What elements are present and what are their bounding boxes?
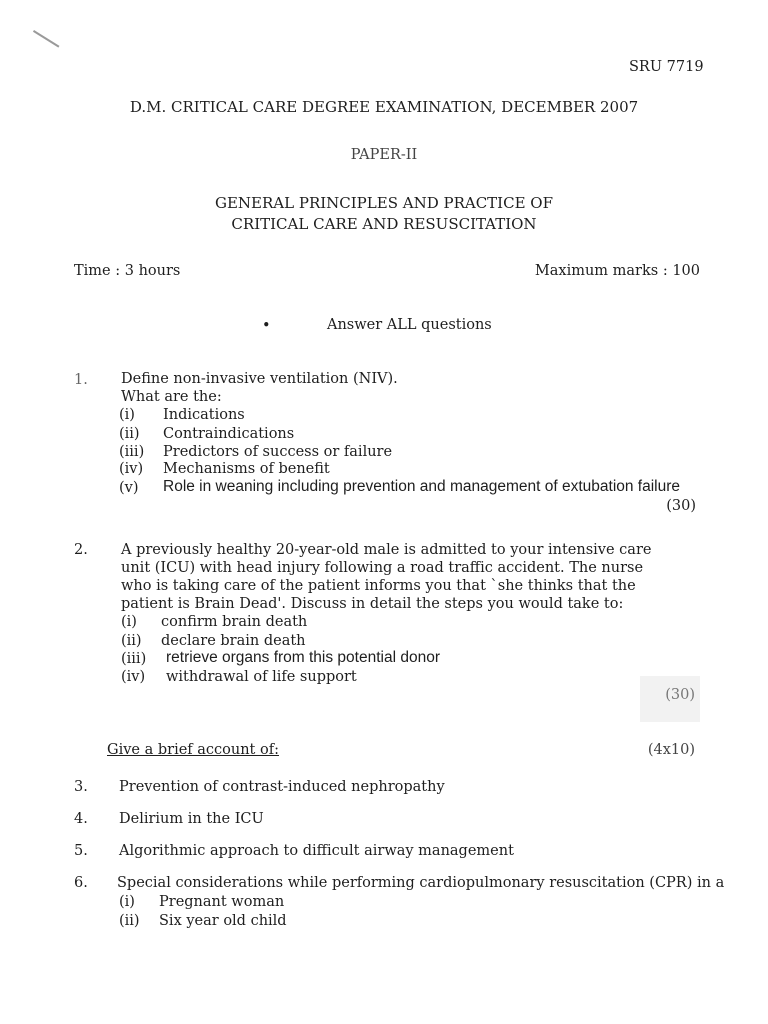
question-text: Algorithmic approach to difficult airway management bbox=[119, 843, 514, 859]
item-label: (i) bbox=[121, 614, 137, 630]
question-text: Delirium in the ICU bbox=[119, 811, 264, 827]
question-text: unit (ICU) with head injury following a road traffic accident. The nurse bbox=[121, 560, 644, 576]
question-number: 3. bbox=[74, 779, 88, 795]
question-text: patient is Brain Dead'. Discuss in detail the steps you would take to: bbox=[121, 596, 624, 612]
item-text: Six year old child bbox=[159, 913, 287, 929]
item-text: Contraindications bbox=[163, 426, 295, 442]
scan-mark bbox=[33, 30, 60, 48]
item-label: (iii) bbox=[119, 444, 145, 460]
question-text: Define non-invasive ventilation (NIV). bbox=[121, 371, 398, 387]
section-heading: Give a brief account of: bbox=[107, 742, 279, 758]
item-label: (ii) bbox=[119, 426, 140, 442]
question-text: Prevention of contrast-induced nephropathy bbox=[119, 779, 445, 795]
item-text-rest: ing prevention and management of extubation failure bbox=[318, 478, 681, 495]
section-marks: (4x10) bbox=[647, 742, 695, 758]
item-text: Indications bbox=[163, 407, 245, 423]
question-number: 1. bbox=[74, 372, 88, 388]
question-text: What are the: bbox=[121, 389, 222, 405]
item-label: (i) bbox=[119, 894, 135, 910]
item-text: Pregnant woman bbox=[159, 894, 285, 910]
question-number: 6. bbox=[74, 875, 88, 891]
subject-line-1: GENERAL PRINCIPLES AND PRACTICE OF bbox=[214, 194, 554, 212]
item-text-bold: retrieve organs from this potential donor bbox=[166, 649, 440, 666]
item-text bbox=[166, 649, 440, 667]
item-text-bold: Role in weaning includ bbox=[163, 478, 319, 495]
exam-title: D.M. CRITICAL CARE DEGREE EXAMINATION, DECEMBER 2007 bbox=[129, 98, 639, 116]
item-label: (iv) bbox=[119, 461, 144, 477]
item-text: declare brain death bbox=[161, 633, 306, 649]
bullet-icon: • bbox=[262, 318, 271, 334]
question-marks: (30) bbox=[665, 687, 695, 703]
item-label: (ii) bbox=[121, 633, 142, 649]
subject-line-2: CRITICAL CARE AND RESUSCITATION bbox=[231, 215, 537, 233]
maximum-marks: Maximum marks : 100 bbox=[534, 263, 700, 279]
item-label: (v) bbox=[119, 480, 139, 496]
question-marks: (30) bbox=[666, 498, 696, 514]
question-text: A previously healthy 20-year-old male is admitted to your intensive care bbox=[121, 542, 652, 558]
paper-number: PAPER-II bbox=[350, 147, 418, 163]
item-label: (iii) bbox=[121, 651, 147, 667]
question-number: 2. bbox=[74, 542, 88, 558]
question-number: 4. bbox=[74, 811, 88, 827]
item-text: Mechanisms of benefit bbox=[163, 461, 330, 477]
item-text bbox=[163, 478, 680, 496]
question-text: who is taking care of the patient informs you that `she thinks that the bbox=[121, 578, 636, 594]
question-text: Special considerations while performing cardiopulmonary resuscitation (CPR) in a bbox=[117, 875, 725, 891]
item-text: withdrawal of life support bbox=[166, 669, 357, 685]
question-number: 5. bbox=[74, 843, 88, 859]
item-text: confirm brain death bbox=[161, 614, 308, 630]
item-text: Predictors of success or failure bbox=[163, 444, 393, 460]
paper-code: SRU 7719 bbox=[629, 59, 704, 75]
item-label: (i) bbox=[119, 407, 135, 423]
item-label: (ii) bbox=[119, 913, 140, 929]
exam-time: Time : 3 hours bbox=[74, 263, 181, 279]
item-label: (iv) bbox=[121, 669, 146, 685]
instruction: Answer ALL questions bbox=[327, 317, 492, 333]
